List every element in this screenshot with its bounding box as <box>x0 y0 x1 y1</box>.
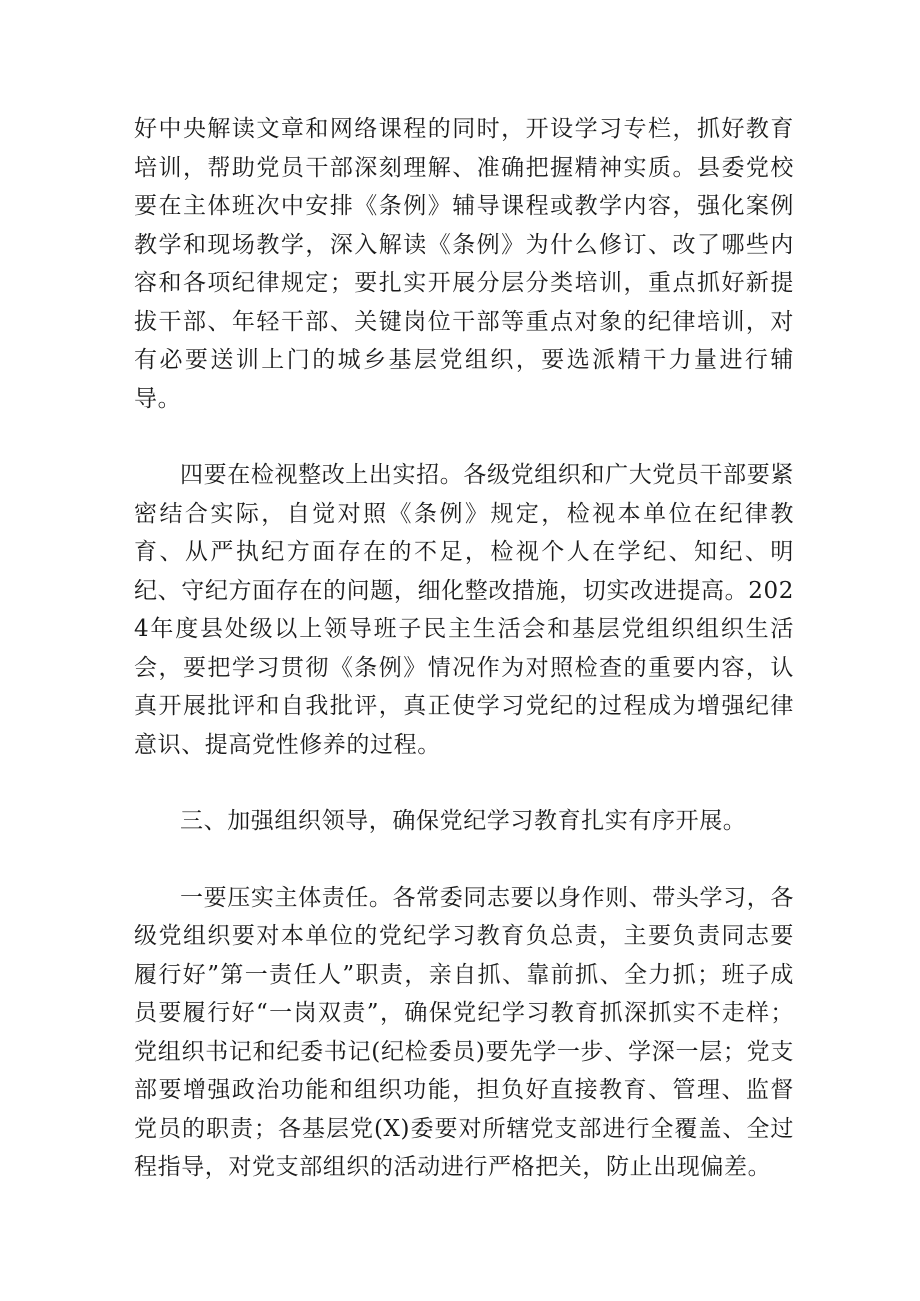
section-heading-three: 三、加强组织领导，确保党纪学习教育扎实有序开展。 <box>180 808 747 834</box>
paragraph-responsibility: 一要压实主体责任。各常委同志要以身作则、带头学习，各级党组织要对本单位的党纪学习教育负总责，主要负责同志要履行好”第一责任人”职责，亲自抓、靠前抓、全力抓；班子成员要履行好“一岗双责”，确保党纪学习教育抓深抓实不走样；党组织书记和纪委书记(纪检委员)要先学一步、学深一层；党支部要增强政治功能和组织功能，担负好直接教育、管理、监督党员的职责；各基层党(X)委要对所辖党支部进行全覆盖、全过程指导，对党支部组织的活动进行严格把关，防止出现偏差。 <box>134 884 794 1180</box>
paragraph-training: 好中央解读文章和网络课程的同时，开设学习专栏，抓好教育培训，帮助党员干部深刻理解、准确把握精神实质。县委党校要在主体班次中安排《条例》辅导课程或教学内容，强化案例教学和现场教学，深入解读《条例》为什么修订、改了哪些内容和各项纪律规定；要扎实开展分层分类培训，重点抓好新提拔干部、年轻干部、关键岗位干部等重点对象的纪律培训，对有必要送训上门的城乡基层党组织，要选派精干力量进行辅导。 <box>134 116 794 412</box>
paragraph-gap <box>134 764 794 802</box>
paragraph-gap <box>134 841 794 879</box>
paragraph-rectification: 四要在检视整改上出实招。各级党组织和广大党员干部要紧密结合实际，自觉对照《条例》规定，检视本单位在纪律教育、从严执纪方面存在的不足，检视个人在学纪、知纪、明纪、守纪方面存在的问题，细化整改措施，切实改进提高。2024年度县处级以上领导班子民主生活会和基层党组织组织生活会，要把学习贯彻《条例》情况作为对照检查的重要内容，认真开展批评和自我批评，真正使学习党纪的过程成为增强纪律意识、提高党性修养的过程。 <box>134 462 794 758</box>
paragraph-gap <box>134 418 794 456</box>
document-page <box>134 110 794 1187</box>
